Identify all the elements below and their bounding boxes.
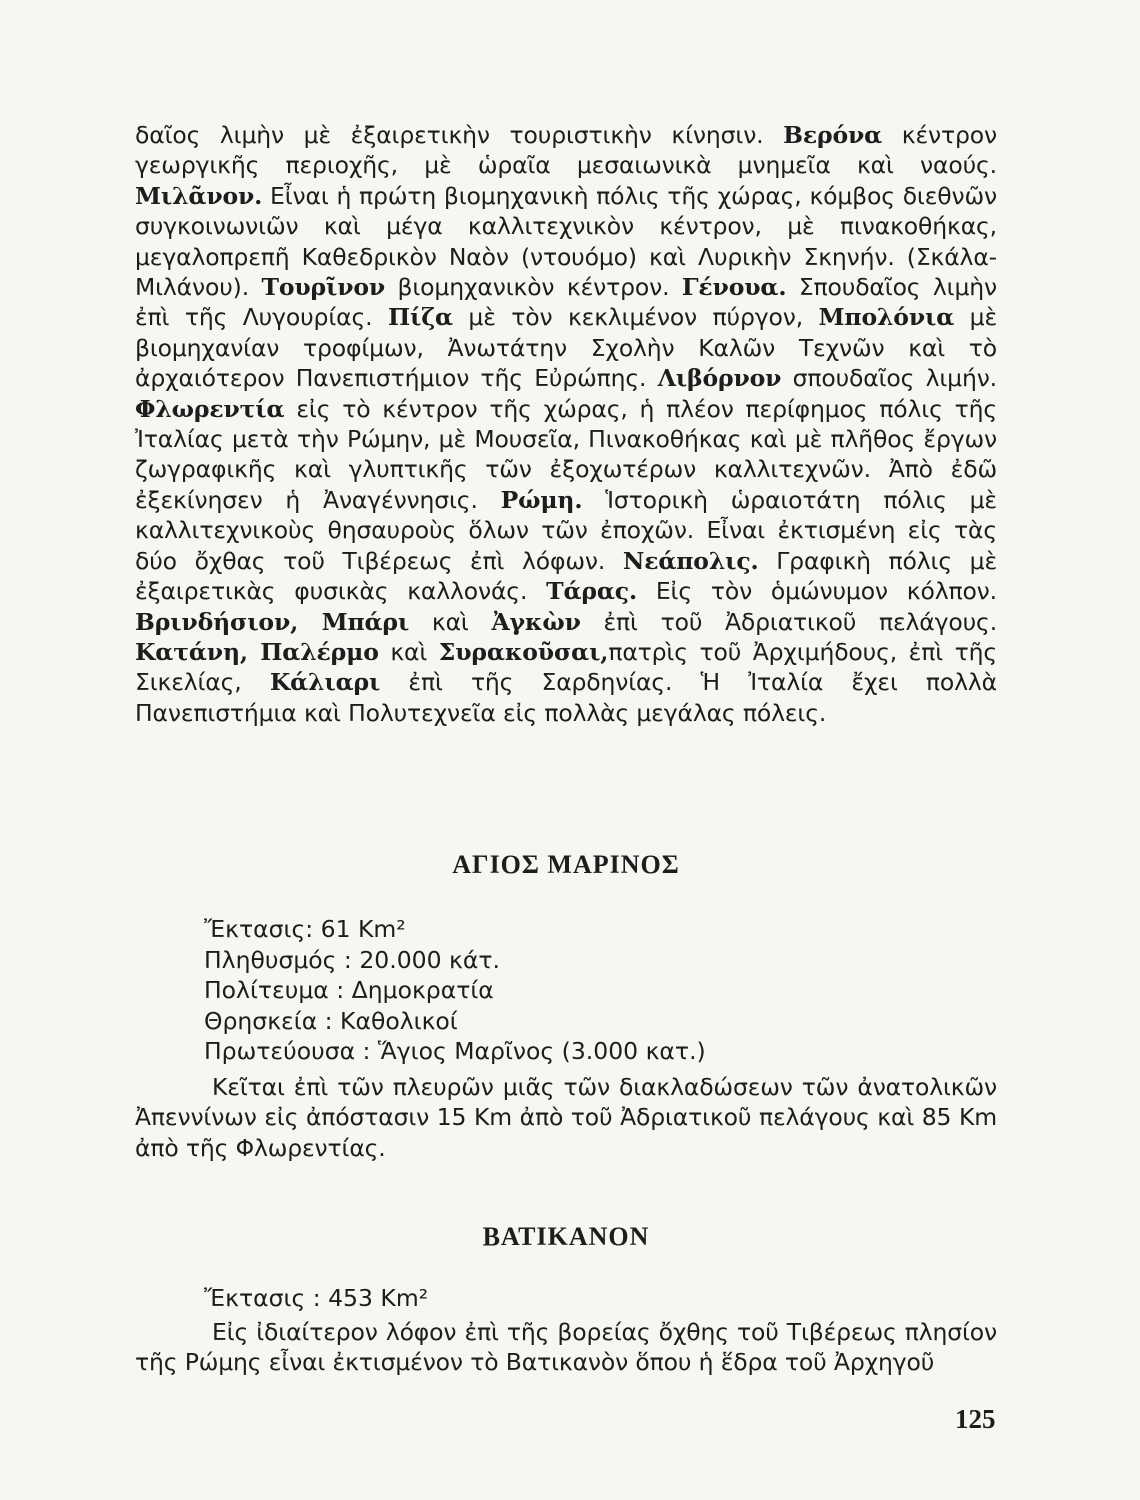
text-run: Εἰς τὸν ὁμώνυμον κόλπον. bbox=[637, 577, 997, 606]
city-firenze: Φλωρεντία bbox=[135, 394, 285, 423]
text-run: ἐπὶ τῆς Σαρδηνίας. Ἡ Ἰταλία ἔχει πολλὰ Πανεπιστήμια καὶ Πολυτεχνεῖα εἰς πολλὰς μεγάλας πόλεις. bbox=[135, 668, 998, 727]
city-bologna: Μπολόνια bbox=[818, 303, 955, 332]
text-run: Σπουδαῖος λιμὴν ἐπὶ τῆς Λυγουρίας. bbox=[135, 273, 997, 332]
text-run: καὶ bbox=[409, 607, 492, 636]
text-run: καὶ bbox=[378, 637, 439, 666]
city-catania-palermo: Κατάνη, Παλέρμο bbox=[135, 637, 379, 666]
text-run: δαῖος λιμὴν μὲ ἐξαιρετικὴν τουριστικὴν κίνησιν. bbox=[135, 121, 784, 149]
text-run: εἰς τὸ κέντρον τῆς χώρας, ἡ πλέον περίφημος πόλις τῆς Ἰταλίας μετὰ τὴν Ρώμην, μὲ Μουσεῖα, Πινακοθήκας καὶ μὲ πλῆθος ἔργων ζωγραφικῆς καὶ γλυπτικῆς τῶν ἐξοχωτέρων καλλιτεχνῶν. Ἀπὸ ἐδῶ ἐξεκίνησεν ἡ Ἀναγέννησις. bbox=[135, 394, 997, 514]
city-roma: Ρώμη. bbox=[500, 485, 583, 514]
city-siracusa: Συρακοῦσαι, bbox=[438, 637, 609, 666]
city-taras: Τάρας. bbox=[546, 577, 637, 606]
government-line: Πολίτευμα : Δημοκρατία bbox=[204, 976, 494, 1004]
population-line: Πληθυσμός : 20.000 κάτ. bbox=[204, 945, 500, 974]
text-run: μὲ βιομηχανίαν τροφίμων, Ἀνωτάτην Σχολὴν Καλῶν Τεχνῶν καὶ τὸ ἀρχαιότερον Πανεπιστήμιον τῆς Εὐρώπης. bbox=[135, 303, 997, 393]
italy-cities-paragraph bbox=[135, 120, 997, 728]
text-run: πατρὶς τοῦ Ἀρχιμήδους, ἐπὶ τῆς Σικελίας, bbox=[135, 637, 998, 697]
city-pisa: Πίζα bbox=[387, 303, 453, 332]
city-torino: Τουρῖνον bbox=[261, 273, 386, 302]
city-verona: Βερόνα bbox=[783, 121, 883, 149]
city-cagliari: Κάλιαρι bbox=[269, 668, 381, 697]
vatican-heading: ΒΑΤΙΚΑΝΟΝ bbox=[482, 1222, 650, 1251]
city-napoli: Νεάπολις. bbox=[622, 546, 759, 575]
italy-text bbox=[135, 120, 997, 728]
text-run: σπουδαῖος λιμήν. bbox=[781, 364, 997, 393]
text-run: Ἱστορικὴ ὡραιοτάτη πόλις μὲ καλλιτεχνικοὺς θησαυροὺς ὅλων τῶν ἐποχῶν. Εἶναι ἐκτισμένη εἰς τὰς δύο ὄχθας τοῦ Τιβέρεως ἐπὶ λόφων. bbox=[135, 485, 997, 575]
page-number: 125 bbox=[955, 1404, 996, 1434]
city-milano: Μιλᾶνον. bbox=[135, 181, 263, 210]
religion-line: Θρησκεία : Καθολικοί bbox=[204, 1006, 458, 1035]
capital-line: Πρωτεύουσα : Ἅγιος Μαρῖνος (3.000 κατ.) bbox=[204, 1037, 706, 1065]
city-brindisi-bari: Βρινδήσιον, Μπάρι bbox=[135, 607, 410, 636]
vatican-area-line: Ἔκτασις : 453 Km² bbox=[204, 1284, 429, 1312]
vatican-description-block bbox=[135, 1317, 997, 1378]
san-marino-description-block bbox=[135, 1072, 997, 1163]
city-ancona: Ἀγκὼν bbox=[491, 607, 581, 636]
san-marino-heading: ΑΓΙΟΣ ΜΑΡΙΝΟΣ bbox=[452, 850, 680, 879]
san-marino-section bbox=[135, 850, 997, 880]
san-marino-description: Κεῖται ἐπὶ τῶν πλευρῶν μιᾶς τῶν διακλαδώσεων τῶν ἀνατολικῶν Ἀπεννίνων εἰς ἀπόστασιν 15 Km ἀπὸ τοῦ Ἀδριατικοῦ πελάγους καὶ 85 Km ἀπὸ τῆς Φλωρεντίας. bbox=[135, 1073, 997, 1162]
san-marino-facts bbox=[204, 914, 998, 1067]
text-run: ἐπὶ τοῦ Ἀδριατικοῦ πελάγους. bbox=[580, 607, 998, 636]
text-run: βιομηχανικὸν κέντρον. bbox=[385, 273, 682, 302]
text-run: Εἶναι ἡ πρώτη βιομηχανικὴ πόλις τῆς χώρας, κόμβος διεθνῶν συγκοινωνιῶν καὶ μέγα καλλιτεχνικὸν κέντρον, μὲ πινακοθήκας, μεγαλοπρεπῆ Καθεδρικὸν Ναὸν (ντουόμο) καὶ Λυρικὴν Σκηνήν. (Σκάλα-Μιλάνου). bbox=[135, 181, 997, 302]
area-line: Ἔκτασις: 61 Km² bbox=[204, 915, 406, 943]
text-run: κέντρον γεωργικῆς περιοχῆς, μὲ ὡραῖα μεσαιωνικὰ μνημεῖα καὶ ναούς. bbox=[135, 121, 997, 180]
city-genova: Γένουα. bbox=[681, 273, 787, 302]
vatican-section bbox=[135, 1222, 997, 1252]
city-livorno: Λιβόρνον bbox=[657, 364, 782, 393]
vatican-facts bbox=[204, 1283, 998, 1314]
vatican-description: Εἰς ἰδιαίτερον λόφον ἐπὶ τῆς βορείας ὄχθης τοῦ Τιβέρεως πλησίον τῆς Ρώμης εἶναι ἐκτισμένον τὸ Βατικανὸν ὅπου ἡ ἕδρα τοῦ Ἀρχηγοῦ bbox=[135, 1318, 997, 1377]
text-run: μὲ τὸν κεκλιμένον πύργον, bbox=[452, 303, 819, 332]
text-run: Γραφικὴ πόλις μὲ ἐξαιρετικὰς φυσικὰς καλλονάς. bbox=[135, 546, 998, 606]
